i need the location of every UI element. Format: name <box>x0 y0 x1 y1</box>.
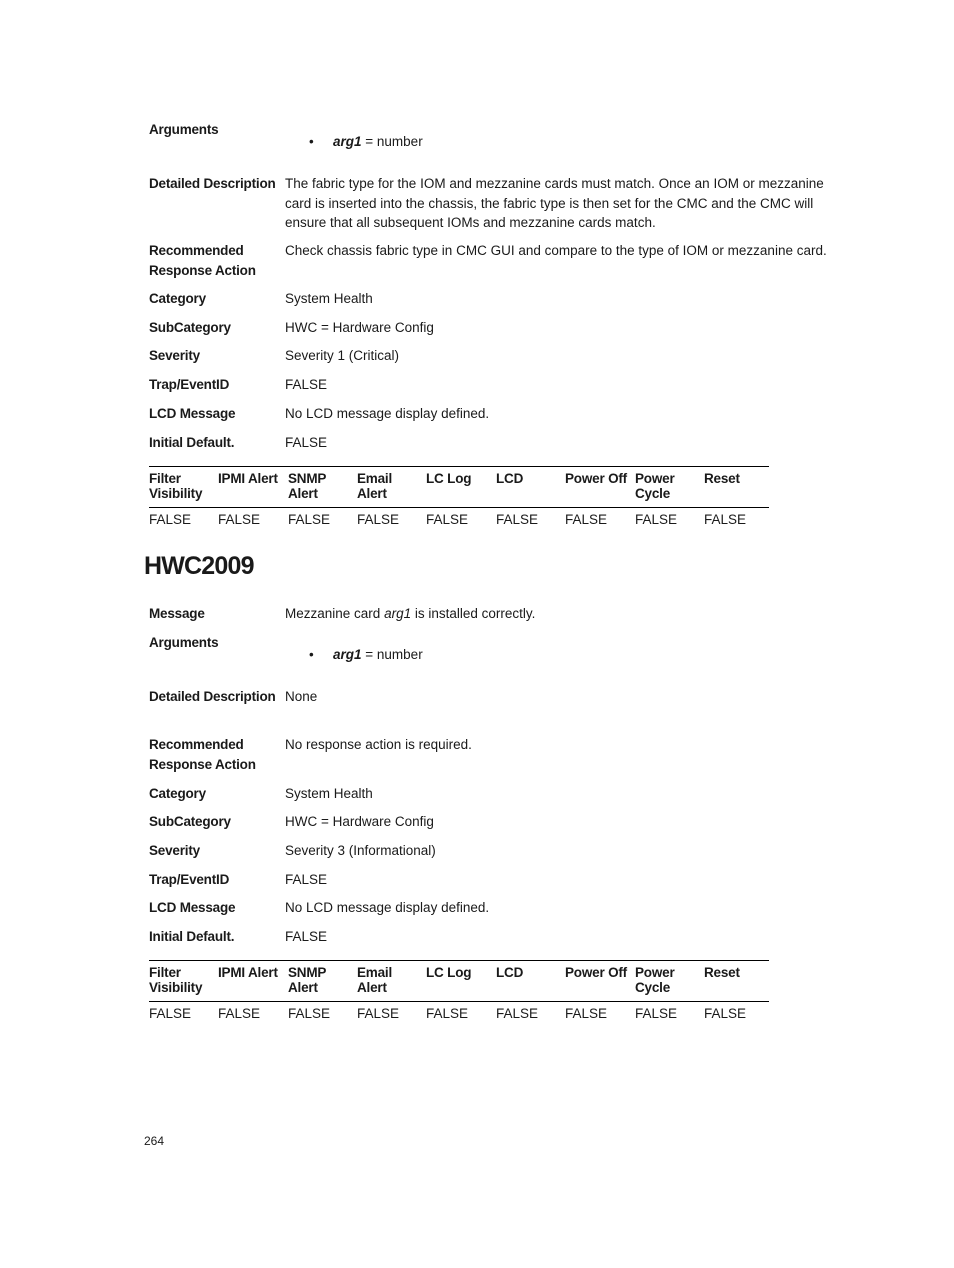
field-label: Trap/EventID <box>149 872 230 887</box>
field-label: Trap/EventID <box>149 377 230 392</box>
table-cell: FALSE <box>149 512 192 527</box>
bullet-icon: • <box>309 647 314 662</box>
table-header-cell: Filter Visibility <box>149 965 203 995</box>
table-header-cell: IPMI Alert <box>218 471 278 486</box>
field-label: Severity <box>149 843 200 858</box>
field-label: Arguments <box>149 635 219 650</box>
arguments-row <box>149 120 839 160</box>
table-header <box>149 960 769 1002</box>
table-cell: FALSE <box>565 1006 608 1021</box>
field-label: Initial Default. <box>149 929 235 944</box>
field-label: Category <box>149 786 206 801</box>
field-value: Severity 1 (Critical) <box>285 348 400 363</box>
table-cell: FALSE <box>218 512 261 527</box>
field-label: SubCategory <box>149 814 231 829</box>
table-cell: FALSE <box>635 1006 678 1021</box>
field-value: FALSE <box>285 435 328 450</box>
table-header-cell: Email Alert <box>357 965 393 995</box>
table-header-cell: Power Cycle <box>635 965 675 995</box>
table-cell: FALSE <box>357 512 400 527</box>
event-heading: HWC2009 <box>144 552 254 580</box>
field-value: No LCD message display defined. <box>285 406 490 421</box>
argument-item <box>309 645 423 665</box>
field-value: FALSE <box>285 377 328 392</box>
field-value: The fabric type for the IOM and mezzanine cards must match. Once an IOM or mezzanine card is inserted into the chassis, the fabric type is then set for the CMC and the CMC will ensure that all subsequent IOMs and mezzanine cards match. <box>285 176 824 230</box>
table-header-cell: LC Log <box>426 471 472 486</box>
field-label: Recommended Response Action <box>149 737 256 772</box>
field-label: LCD Message <box>149 900 236 915</box>
table-cell: FALSE <box>288 1006 331 1021</box>
table-header-cell: SNMP Alert <box>288 965 326 995</box>
table-header-cell: SNMP Alert <box>288 471 326 501</box>
argument-type: = number <box>361 647 423 662</box>
table-header-cell: Power Off <box>565 471 627 486</box>
table-cell: FALSE <box>565 512 608 527</box>
table-header <box>149 466 769 508</box>
message-text: Mezzanine card <box>285 606 385 621</box>
table-cell: FALSE <box>704 512 747 527</box>
field-label: LCD Message <box>149 406 236 421</box>
table-cell: FALSE <box>288 512 331 527</box>
field-value: None <box>285 689 318 704</box>
table-header-cell: LC Log <box>426 965 472 980</box>
field-label: Severity <box>149 348 200 363</box>
table-cell: FALSE <box>496 512 539 527</box>
field-value <box>285 604 837 624</box>
table-cell: FALSE <box>426 512 469 527</box>
field-value: HWC = Hardware Config <box>285 320 434 335</box>
field-value: Severity 3 (Informational) <box>285 843 436 858</box>
table-cell: FALSE <box>357 1006 400 1021</box>
argument-item <box>309 132 423 152</box>
page-number: 264 <box>144 1134 165 1148</box>
table-header-cell: Filter Visibility <box>149 471 203 501</box>
table-cell: FALSE <box>426 1006 469 1021</box>
table-header-cell: Reset <box>704 965 740 980</box>
argument-type: = number <box>361 134 423 149</box>
table-cell: FALSE <box>635 512 678 527</box>
bullet-icon: • <box>309 134 314 149</box>
table-header-cell: LCD <box>496 471 524 486</box>
arguments-row <box>149 633 839 673</box>
field-label: Detailed Description <box>149 176 276 191</box>
field-value: FALSE <box>285 872 328 887</box>
field-label: Detailed Description <box>149 689 276 704</box>
table-cell: FALSE <box>218 1006 261 1021</box>
table-header-cell: Power Off <box>565 965 627 980</box>
table-header-cell: LCD <box>496 965 524 980</box>
table-cell: FALSE <box>704 1006 747 1021</box>
field-value: Check chassis fabric type in CMC GUI and compare to the type of IOM or mezzanine card. <box>285 243 827 258</box>
field-label: Message <box>149 606 205 621</box>
field-value: System Health <box>285 291 373 306</box>
field-value: No LCD message display defined. <box>285 900 490 915</box>
argument-name: arg1 <box>333 134 362 149</box>
field-value: HWC = Hardware Config <box>285 814 434 829</box>
field-value: System Health <box>285 786 373 801</box>
table-header-cell: Power Cycle <box>635 471 675 501</box>
argument-name: arg1 <box>333 647 362 662</box>
field-value: No response action is required. <box>285 737 472 752</box>
field-label: Category <box>149 291 206 306</box>
field-label: SubCategory <box>149 320 231 335</box>
message-text: is installed correctly. <box>411 606 536 621</box>
table-header-cell: IPMI Alert <box>218 965 278 980</box>
field-label: Initial Default. <box>149 435 235 450</box>
field-value: FALSE <box>285 929 328 944</box>
table-cell: FALSE <box>149 1006 192 1021</box>
table-header-cell: Email Alert <box>357 471 393 501</box>
message-argument: arg1 <box>384 606 412 621</box>
field-label: Arguments <box>149 122 219 137</box>
table-cell: FALSE <box>496 1006 539 1021</box>
field-label: Recommended Response Action <box>149 243 256 278</box>
table-header-cell: Reset <box>704 471 740 486</box>
